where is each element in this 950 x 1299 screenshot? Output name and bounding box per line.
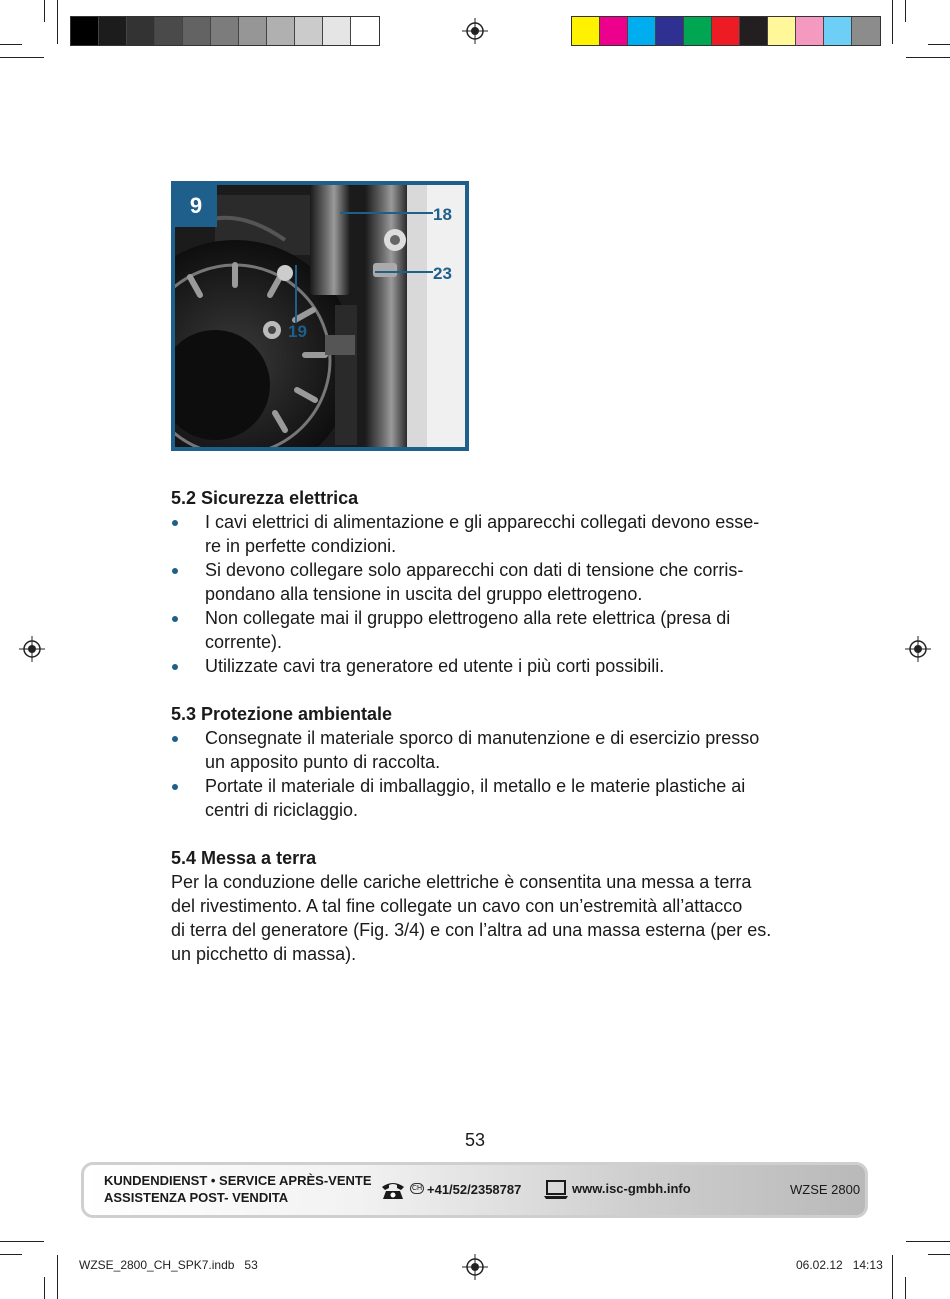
- crop-mark: [44, 1277, 45, 1299]
- bullet-icon: [172, 520, 178, 526]
- website-link[interactable]: www.isc-gmbh.info: [572, 1181, 691, 1196]
- gray-swatch: [211, 17, 239, 45]
- list-item: Consegnate il materiale sporco di manutenzione e di esercizio presso un apposito punto di raccolta.: [171, 726, 791, 774]
- page-number: 53: [464, 1130, 486, 1150]
- crop-mark: [905, 0, 906, 22]
- registration-mark-icon: [905, 636, 931, 662]
- gray-swatch: [127, 17, 155, 45]
- phone-number: +41/52/2358787: [427, 1182, 522, 1197]
- crop-mark: [928, 44, 950, 45]
- color-swatch: [600, 17, 628, 45]
- gray-swatch: [295, 17, 323, 45]
- bullet-icon: [172, 736, 178, 742]
- print-slug-file: WZSE_2800_CH_SPK7.indb 53: [79, 1258, 258, 1272]
- manual-text-body: [171, 486, 791, 966]
- crop-mark: [0, 1241, 44, 1242]
- color-swatch: [740, 17, 768, 45]
- bullet-icon: [172, 616, 178, 622]
- crop-mark: [906, 57, 950, 58]
- process-color-bar: [571, 16, 881, 46]
- list-item: Utilizzate cavi tra generatore ed utente i più corti possibili.: [171, 654, 791, 678]
- color-swatch: [628, 17, 656, 45]
- bullet-icon: [172, 568, 178, 574]
- grayscale-color-bar: [70, 16, 380, 46]
- gray-swatch: [71, 17, 99, 45]
- section-heading: 5.4 Messa a terra: [171, 848, 317, 868]
- callout-label: 23: [433, 264, 452, 283]
- color-swatch: [824, 17, 852, 45]
- crop-mark: [892, 0, 893, 44]
- figure-number: 9: [175, 185, 217, 227]
- bullet-icon: [172, 784, 178, 790]
- registration-mark-icon: [462, 18, 488, 44]
- service-label: ASSISTENZA POST- VENDITA: [104, 1190, 289, 1205]
- crop-mark: [892, 1255, 893, 1299]
- crop-mark: [906, 1241, 950, 1242]
- gray-swatch: [323, 17, 351, 45]
- crop-mark: [0, 57, 44, 58]
- crop-mark: [57, 0, 58, 44]
- laptop-icon: [543, 1179, 569, 1201]
- crop-mark: [905, 1277, 906, 1299]
- color-swatch: [796, 17, 824, 45]
- section-heading: 5.3 Protezione ambientale: [171, 704, 393, 724]
- gray-swatch: [239, 17, 267, 45]
- registration-mark-icon: [462, 1254, 488, 1280]
- bullet-list: [171, 726, 791, 822]
- crop-mark: [928, 1254, 950, 1255]
- model-name: WZSE 2800: [790, 1182, 861, 1197]
- callout-label: 19: [288, 322, 307, 341]
- color-swatch: [656, 17, 684, 45]
- generator-engine-photo: [175, 185, 465, 447]
- color-swatch: [712, 17, 740, 45]
- crop-mark: [0, 44, 22, 45]
- color-swatch: [572, 17, 600, 45]
- registration-mark-icon: [19, 636, 45, 662]
- list-item: I cavi elettrici di alimentazione e gli apparecchi collegati devono esse- re in perfette condizioni.: [171, 510, 791, 558]
- gray-swatch: [183, 17, 211, 45]
- print-slug-datetime: 06.02.12 14:13: [796, 1258, 883, 1272]
- paragraph: Per la conduzione delle cariche elettriche è consentita una messa a terra del rivestimento. A tal fine collegate un cavo con un’estremità all’attacco di terra del generatore (Fig. 3/4) e con l’altra ad una massa esterna (per es. un picchetto di massa).: [171, 872, 772, 964]
- callout-label: 18: [433, 205, 452, 224]
- bullet-list: [171, 510, 791, 678]
- gray-swatch: [267, 17, 295, 45]
- gray-swatch: [155, 17, 183, 45]
- list-item: Si devono collegare solo apparecchi con dati di tensione che corris- pondano alla tensione in uscita del gruppo elettrogeno.: [171, 558, 791, 606]
- list-item: Portate il materiale di imballaggio, il metallo e le materie plastiche ai centri di riciclaggio.: [171, 774, 791, 822]
- crop-mark: [44, 0, 45, 22]
- list-item: Non collegate mai il gruppo elettrogeno alla rete elettrica (presa di corrente).: [171, 606, 791, 654]
- gray-swatch: [99, 17, 127, 45]
- crop-mark: [57, 1255, 58, 1299]
- telephone-icon: [380, 1179, 406, 1201]
- color-swatch: [768, 17, 796, 45]
- section-heading: 5.2 Sicurezza elettrica: [171, 488, 359, 508]
- color-swatch: [852, 17, 880, 45]
- country-badge: CH: [411, 1185, 423, 1192]
- bullet-icon: [172, 664, 178, 670]
- color-swatch: [684, 17, 712, 45]
- gray-swatch: [351, 17, 379, 45]
- figure-9-photo: [171, 181, 469, 451]
- service-label: KUNDENDIENST • SERVICE APRÈS-VENTE: [104, 1173, 372, 1188]
- service-footer: [81, 1162, 868, 1218]
- crop-mark: [0, 1254, 22, 1255]
